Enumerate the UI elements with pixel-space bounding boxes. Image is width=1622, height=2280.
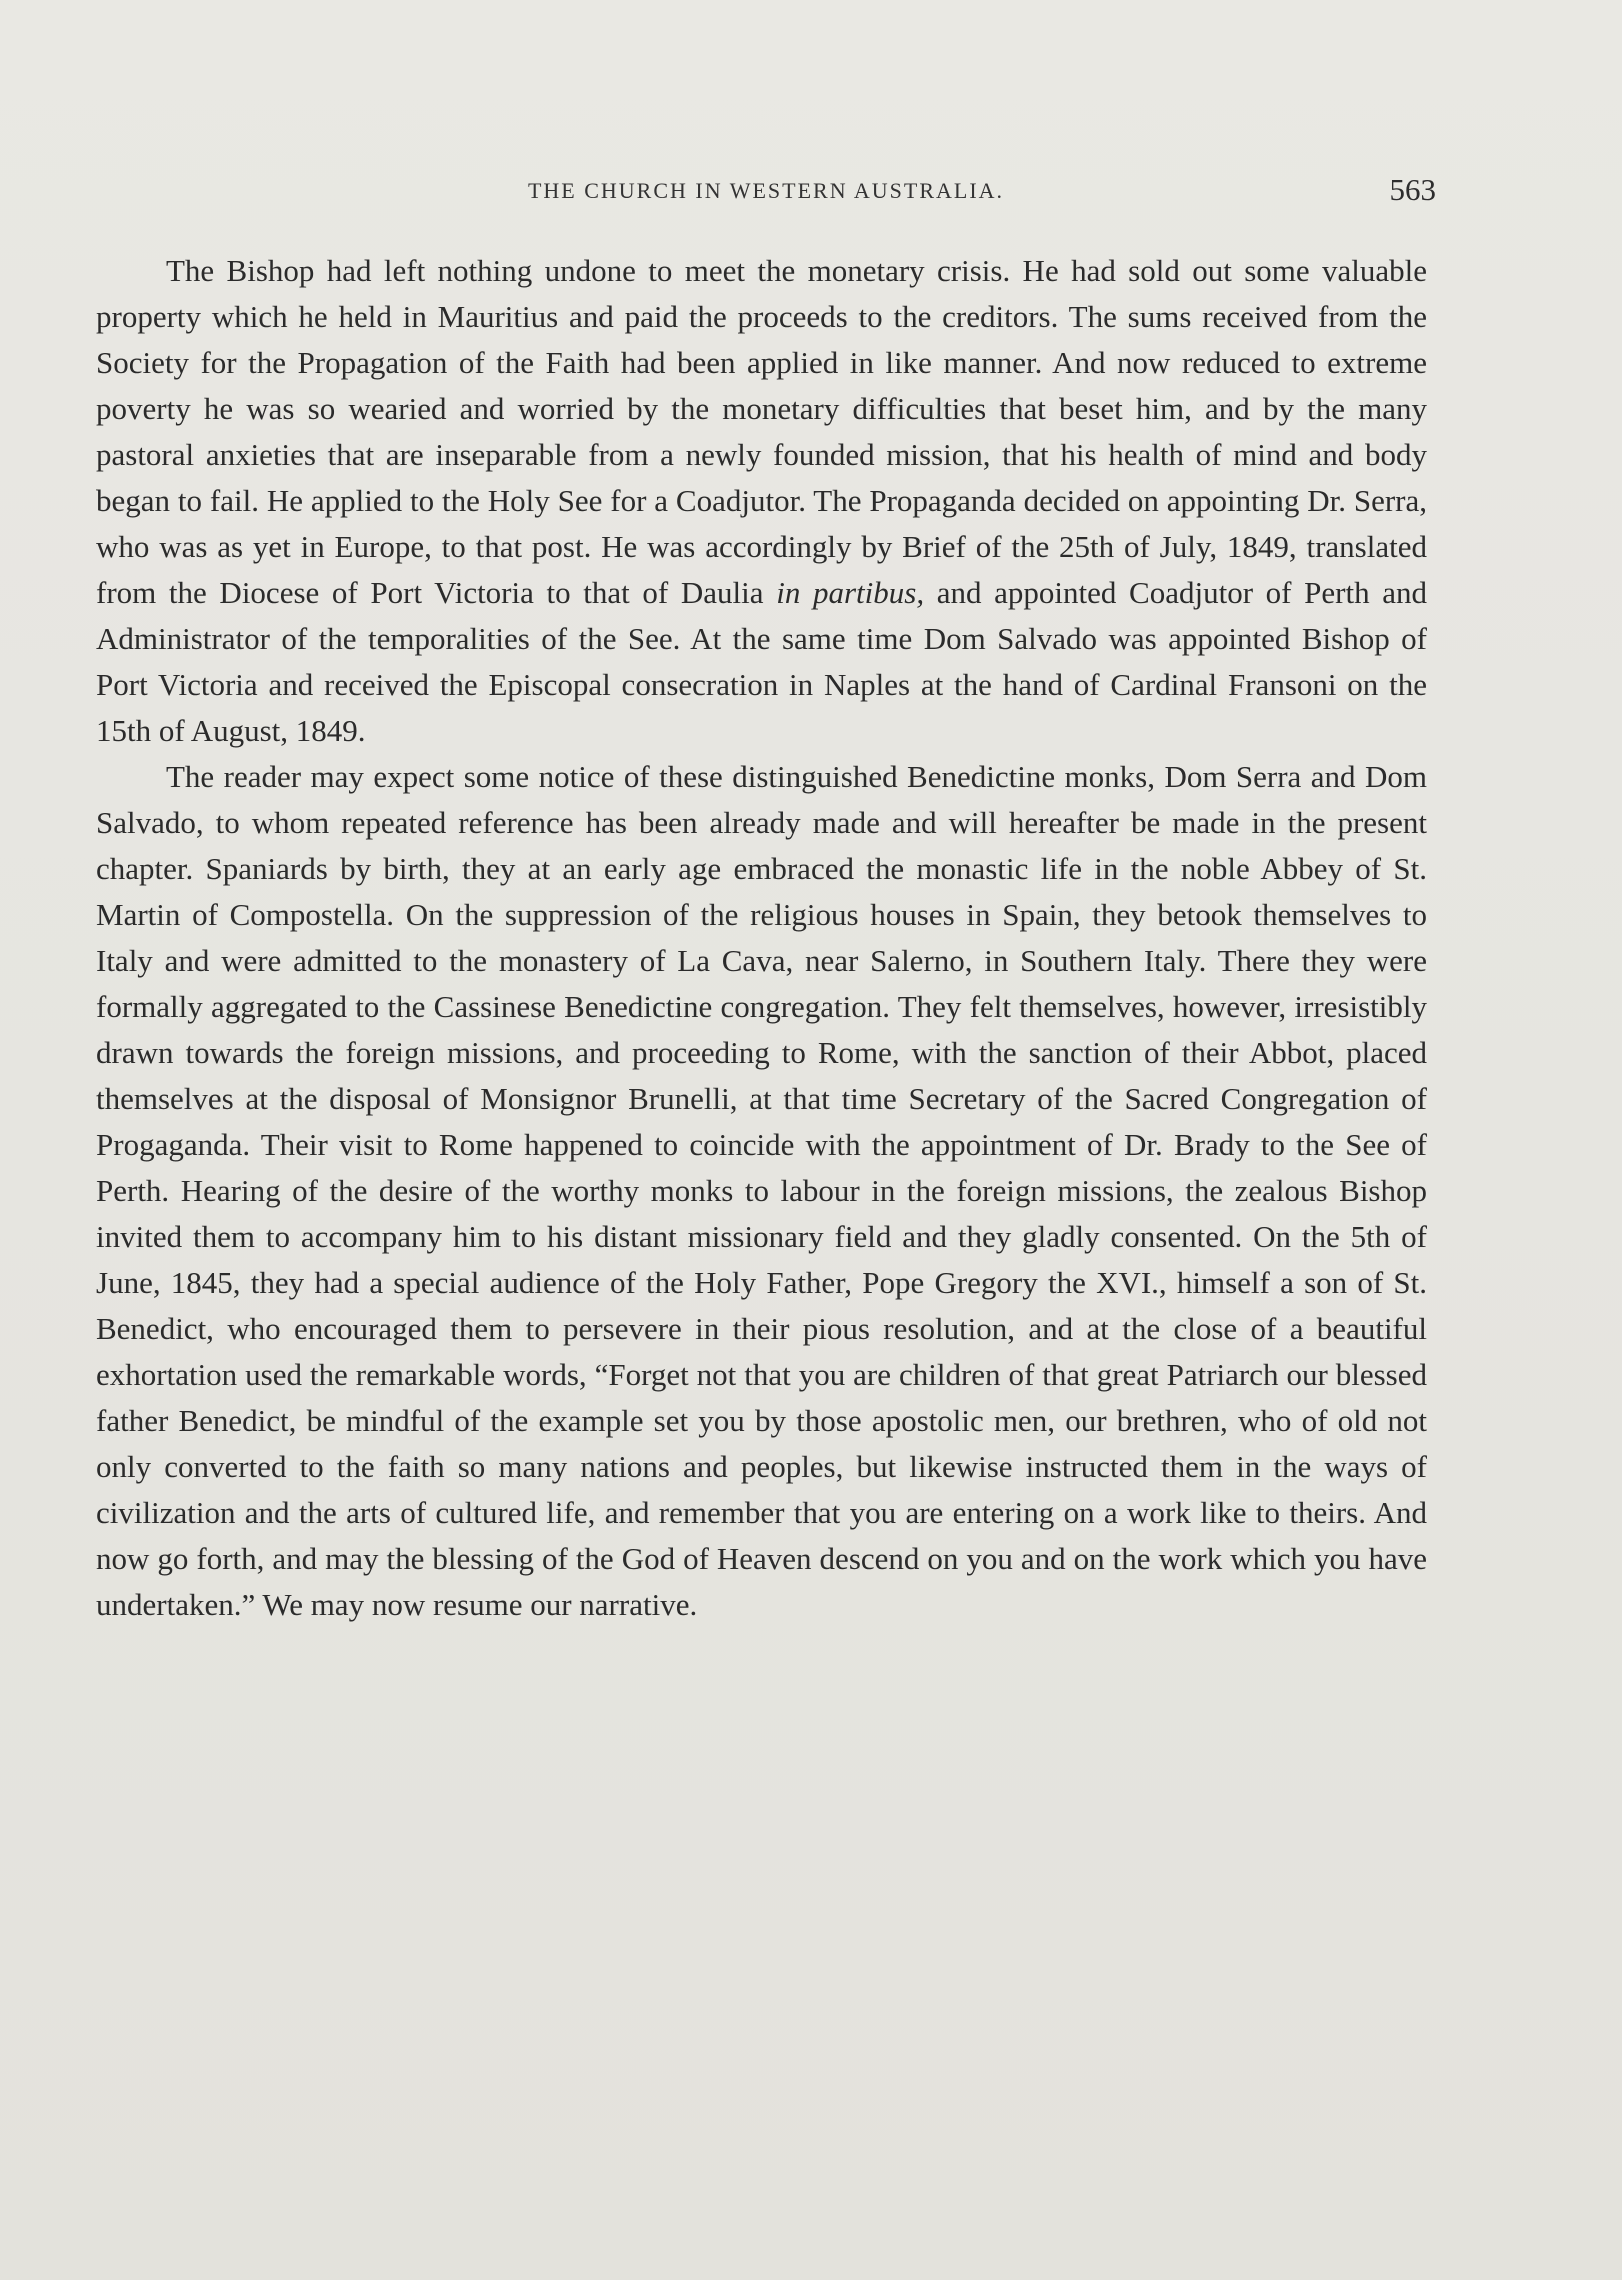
page-number: 563 — [1389, 172, 1436, 207]
paragraph-2: The reader may expect some notice of these distinguished Benedictine monks, Dom Serra and Dom Salvado, to whom repeated reference has been already made and will hereafter be made in the present chapter. Spaniards by birth, they at an early age embraced the monastic life in the noble Abbey of St. Martin of Compostella. On the suppression of the religious houses in Spain, they betook themselves to Italy and were admitted to the monastery of La Cava, near Salerno, in Southern Italy. There they were formally aggregated to the Cassinese Benedictine congregation. They felt themselves, however, irresistibly drawn towards the foreign missions, and proceeding to Rome, with the sanction of their Abbot, placed themselves at the disposal of Monsignor Brunelli, at that time Secretary of the Sacred Congregation of Progaganda. Their visit to Rome happened to coincide with the appointment of Dr. Brady to the See of Perth. Hearing of the desire of the worthy monks to labour in the foreign missions, the zealous Bishop invited them to accompany him to his distant missionary field and they gladly consented. On the 5th of June, 1845, they had a special audience of the Holy Father, Pope Gregory the XVI., himself a son of St. Benedict, who encouraged them to persevere in their pious resolution, and at the close of a beautiful exhortation used the remarkable words, “Forget not that you are children of that great Patriarch our blessed father Benedict, be mindful of the example set you by those apostolic men, our brethren, who of old not only converted to the faith so many nations and peoples, but likewise instructed them in the ways of civilization and the arts of cultured life, and remember that you are entering on a work like to theirs. And now go forth, and may the blessing of the God of Heaven descend on you and on the work which you have undertaken.” We may now resume our narrative. — [96, 759, 1427, 1622]
paragraph-1 — [96, 248, 1427, 754]
paragraph-1-text-end: and appointed Coadjutor of Perth and Administrator of the temporalities of the See. At the same time Dom Salvado was appointed Bishop of Port Victoria and received the Episcopal consecration in Naples at the hand of Cardinal Fransoni on the 15th of August, 1849. — [96, 575, 1428, 748]
running-head — [96, 172, 1436, 216]
italic-phrase: in partibus, — [776, 575, 925, 610]
running-title: THE CHURCH IN WESTERN AUSTRALIA. — [527, 178, 1005, 203]
paragraph-1-text-start: The Bishop had left nothing undone to meet the monetary crisis. He had sold out some valuable property which he held in Mauritius and paid the proceeds to the creditors. The sums received from the Society for the Propagation of the Faith had been applied in like manner. And now reduced to extreme poverty he was so wearied and worried by the monetary difficulties that beset him, and by the many pastoral anxieties that are inseparable from a newly founded mission, that his health of mind and body began to fail. He applied to the Holy See for a Coadjutor. The Propaganda decided on appointing Dr. Serra, who was as yet in Europe, to that post. He was accordingly by Brief of the 25th of July, 1849, translated from the Diocese of Port Victoria to that of Daulia — [96, 253, 1427, 610]
body-text — [96, 248, 1427, 1628]
